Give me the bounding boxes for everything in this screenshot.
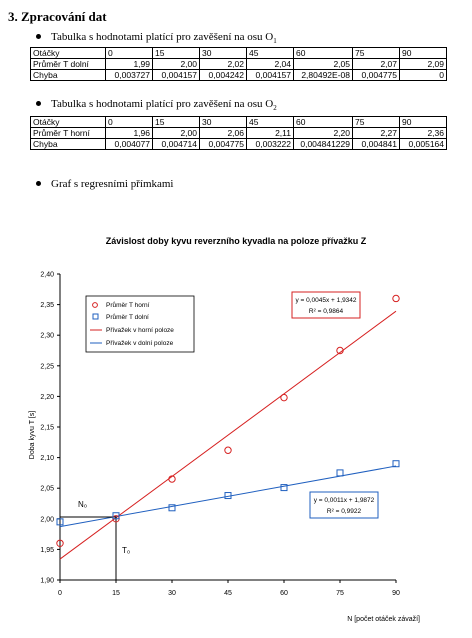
table-cell: 0,004077 [106, 139, 153, 150]
table-header-cell: Otáčky [31, 48, 106, 59]
table-cell: 2,80492E-08 [294, 70, 353, 81]
bullet-table2 [36, 98, 277, 112]
table-cell: 0,003727 [106, 70, 153, 81]
table-row [31, 48, 447, 59]
table-cell: 2,09 [400, 59, 447, 70]
table-row [31, 128, 447, 139]
table-cell: 0,004157 [247, 70, 294, 81]
n0-label: N₀ [78, 499, 88, 509]
table-cell: 0,004841 [353, 139, 400, 150]
y-tick-label: 1,95 [40, 546, 54, 554]
x-tick-label: 15 [112, 590, 120, 597]
section-heading: 3. Zpracování dat [8, 9, 107, 24]
y-axis-label: Doba kyvu T [s] [29, 410, 36, 460]
table-header-cell: 60 [294, 48, 353, 59]
table-header-cell: 30 [200, 48, 247, 59]
t0-label: T₀ [122, 545, 131, 555]
bullet-text: Tabulka s hodnotami platící pro zavěšení na osu O [51, 31, 274, 43]
x-tick-label: 30 [168, 590, 176, 597]
table-axis-o2 [30, 116, 447, 150]
bullet-subscript: 2 [273, 104, 277, 113]
y-tick-label: 2,10 [40, 455, 54, 463]
table-header-cell: 90 [400, 117, 447, 128]
x-axis-label: N [počet otáček závaží] [347, 616, 420, 623]
table-cell: 0,003222 [247, 139, 294, 150]
table-cell: 0,004157 [153, 70, 200, 81]
table-header-cell: Otáčky [31, 117, 106, 128]
table-cell: 2,05 [294, 59, 353, 70]
table-cell: 2,06 [200, 128, 247, 139]
data-point-upper [225, 447, 231, 453]
table-header-cell: 45 [247, 48, 294, 59]
table-cell: 2,07 [353, 59, 400, 70]
table-row [31, 139, 447, 150]
table-header-cell: 0 [106, 48, 153, 59]
table-cell: Průměr T horní [31, 128, 106, 139]
table-header-cell: 60 [294, 117, 353, 128]
table-cell: 2,36 [400, 128, 447, 139]
data-point-upper [393, 295, 399, 301]
regression-chart [0, 218, 472, 638]
table-cell: 0,004775 [200, 139, 247, 150]
table-header-cell: 45 [247, 117, 294, 128]
table-header-cell: 15 [153, 48, 200, 59]
table-cell: 0,004714 [153, 139, 200, 150]
table-header-cell: 0 [106, 117, 153, 128]
table-cell: Chyba [31, 70, 106, 81]
legend-label: Přívažek v dolní poloze [106, 340, 174, 347]
table-cell: 1,99 [106, 59, 153, 70]
table-cell: 2,11 [247, 128, 294, 139]
table-cell: 0,004775 [353, 70, 400, 81]
x-tick-label: 60 [280, 590, 288, 597]
bullet-table1 [36, 31, 277, 45]
legend-label: Průměr T dolní [106, 314, 149, 321]
data-point-lower [393, 461, 399, 467]
table-header-cell: 15 [153, 117, 200, 128]
table-row [31, 59, 447, 70]
bullet-text: Graf s regresními přímkami [51, 178, 174, 190]
table-cell: 2,00 [153, 59, 200, 70]
bullet-dot [36, 181, 41, 186]
y-tick-label: 2,20 [40, 393, 54, 401]
bullet-graph [36, 178, 174, 190]
bullet-subscript: 1 [273, 37, 277, 46]
y-tick-label: 2,05 [40, 485, 54, 493]
table-cell: 0,004841229 [294, 139, 353, 150]
table-cell: 0,004242 [200, 70, 247, 81]
table-header-cell: 90 [400, 48, 447, 59]
table-row [31, 117, 447, 128]
bullet-text: Tabulka s hodnotami platící pro zavěšení na osu O [51, 98, 274, 110]
y-tick-label: 2,35 [40, 302, 54, 310]
table-cell: 2,04 [247, 59, 294, 70]
table-header-cell: 75 [353, 117, 400, 128]
bullet-dot [36, 34, 41, 39]
x-tick-label: 0 [58, 590, 62, 597]
table-cell: 0,005164 [400, 139, 447, 150]
table-cell: 2,20 [294, 128, 353, 139]
y-tick-label: 2,40 [40, 271, 54, 279]
y-tick-label: 2,15 [40, 424, 54, 432]
equation-upper-r2: R² = 0,9864 [308, 308, 344, 315]
table-cell: 2,00 [153, 128, 200, 139]
legend-label: Průměr T horní [106, 302, 150, 309]
table-cell: 2,27 [353, 128, 400, 139]
table-cell: Chyba [31, 139, 106, 150]
table-axis-o1 [30, 47, 447, 81]
equation-lower-r2: R² = 0,9922 [326, 508, 362, 515]
x-tick-label: 45 [224, 590, 232, 597]
y-tick-label: 2,25 [40, 363, 54, 371]
equation-upper-equation: y = 0,0045x + 1,9342 [295, 297, 357, 304]
table-cell: 0 [400, 70, 447, 81]
x-tick-label: 90 [392, 590, 400, 597]
y-tick-label: 2,30 [40, 332, 54, 340]
data-point-upper [281, 394, 287, 400]
x-tick-label: 75 [336, 590, 344, 597]
table-header-cell: 75 [353, 48, 400, 59]
table-cell: Průměr T dolní [31, 59, 106, 70]
bullet-dot [36, 101, 41, 106]
chart-title: Závislost doby kyvu reverzního kyvadla na poloze přívažku Z [105, 236, 367, 246]
y-tick-label: 1,90 [40, 577, 54, 585]
equation-lower-equation: y = 0,0011x + 1,9872 [313, 497, 375, 504]
table-header-cell: 30 [200, 117, 247, 128]
table-cell: 1,96 [106, 128, 153, 139]
table-cell: 2,02 [200, 59, 247, 70]
data-point-lower [337, 470, 343, 476]
table-row [31, 70, 447, 81]
y-tick-label: 2,00 [40, 516, 54, 524]
legend-label: Přívažek v horní poloze [106, 327, 174, 334]
